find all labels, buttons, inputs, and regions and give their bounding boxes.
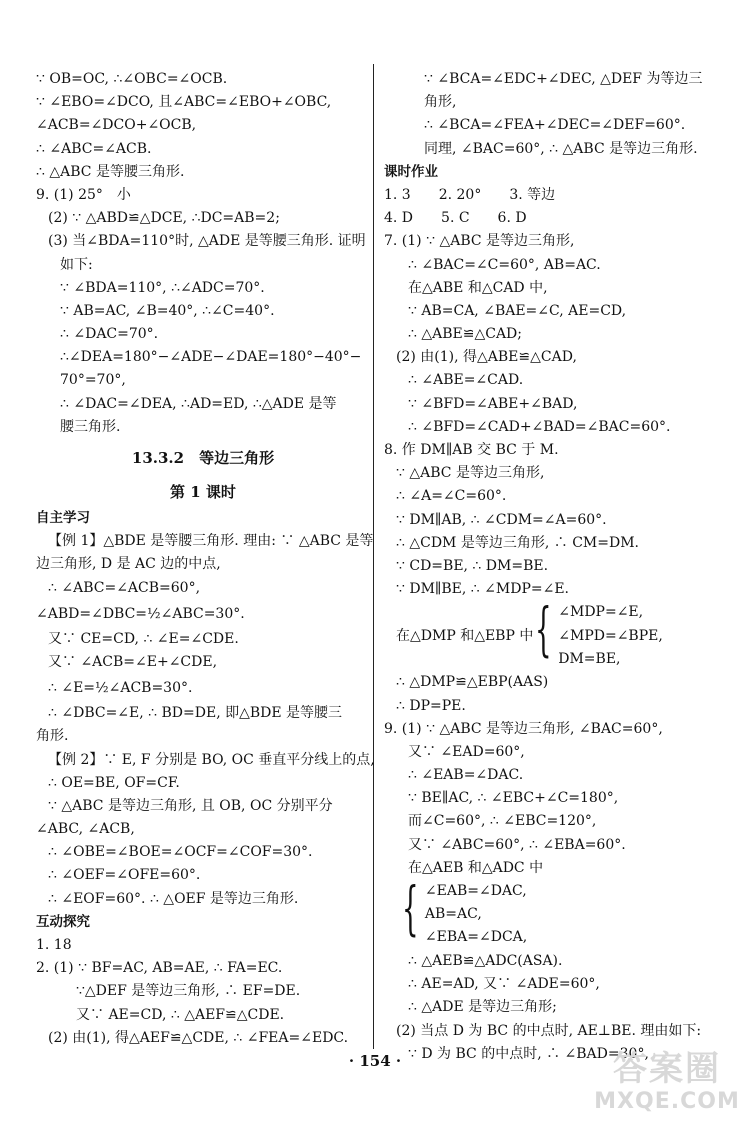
text-line: 角形. — [36, 728, 69, 745]
text-line: (2) ∵ △ABD≌△DCE, ∴DC=AB=2; — [48, 210, 280, 227]
text-line: 70°=70°, — [60, 372, 126, 389]
text-line: ∠ABD=∠DBC=½∠ABC=30°. — [36, 605, 245, 622]
text-line: ∵ AB=AC, ∠B=40°, ∴∠C=40°. — [60, 302, 275, 319]
text-line: ∴∠DEA=180°−∠ADE−∠DAE=180°−40°− — [60, 349, 362, 366]
text-line: ∴ ∠ABC=∠ACB. — [36, 140, 152, 157]
condition-line: ∠MPD=∠BPE, — [558, 627, 663, 644]
text-line: 又∵ ∠ACB=∠E+∠CDE, — [48, 653, 218, 670]
text-line: ∴ AE=AD, 又∵ ∠ADE=60°, — [408, 976, 600, 993]
text-line: (2) 由(1), 得△AEF≌△CDE, ∴ ∠FEA=∠EDC. — [48, 1029, 349, 1046]
text-line: 9. (1) ∵ △ABC 是等边三角形, ∠BAC=60°, — [384, 720, 663, 737]
congruence-conditions-aeb-adc — [384, 874, 734, 950]
text-line: (2) 由(1), 得△ABE≌△CAD, — [396, 349, 577, 366]
left-brace: { — [535, 595, 552, 664]
text-line: ∴ ∠BAC=∠C=60°, AB=AC. — [408, 256, 601, 273]
text-line: ∴ ∠DBC=∠E, ∴ BD=DE, 即△BDE 是等腰三 — [48, 705, 343, 722]
text-line: ∴ ∠ABE=∠CAD. — [408, 372, 524, 389]
text-line: 又∵ CE=CD, ∴ ∠E=∠CDE. — [48, 630, 239, 647]
condition-line: ∠EBA=∠DCA, — [424, 929, 528, 946]
condition-line: ∠EAB=∠DAC, — [424, 883, 527, 899]
brace-items — [558, 601, 663, 671]
text-line: ∴ △AEB≌△ADC(ASA). — [408, 953, 563, 969]
text-line: ∵ △ABC 是等边三角形, 且 OB, OC 分别平分 — [48, 797, 333, 814]
condition-line: AB=AC, — [424, 906, 482, 923]
text-line: ∠ACB=∠DCO+∠OCB, — [36, 117, 197, 134]
text-line: 7. (1) ∵ △ABC 是等边三角形, — [384, 233, 575, 250]
text-line: 角形, — [424, 94, 457, 111]
text-line: ∵ ∠BCA=∠EDC+∠DEC, △DEF 为等边三 — [424, 71, 703, 87]
page-number: · 154 · — [348, 1052, 402, 1070]
section-title: 13.3.2 等边三角形 — [131, 449, 275, 467]
text-line: 2. (1) ∵ BF=AC, AB=AE, ∴ FA=EC. — [36, 960, 283, 977]
text-line: ∴ ∠BFD=∠CAD+∠BAD=∠BAC=60°. — [408, 418, 671, 435]
text-line: ∵ DM∥BE, ∴ ∠MDP=∠E. — [396, 581, 569, 598]
brace-items — [425, 880, 527, 950]
watermark-logo — [592, 1049, 742, 1119]
left-brace: { — [402, 874, 419, 942]
text-line: ∴ △ABE≌△CAD; — [408, 326, 523, 343]
text-line: ∵ ∠BDA=110°, ∴∠ADC=70°. — [60, 279, 265, 296]
text-line: ∴ ∠OBE=∠BOE=∠OCF=∠COF=30°. — [48, 844, 313, 861]
text-line: ∴ △ADE 是等边三角形; — [408, 999, 557, 1016]
text-line: 腰三角形. — [60, 418, 121, 435]
section-label: 自主学习 — [36, 510, 90, 526]
text-line: (2) 当点 D 为 BC 的中点时, AE⊥BE. 理由如下: — [396, 1022, 702, 1039]
text-line: ∴ ∠ABC=∠ACB=60°, — [48, 579, 201, 596]
text-line: ∠ABC, ∠ACB, — [36, 821, 135, 838]
text-line: ∵ DM∥AB, ∴ ∠CDM=∠A=60°. — [396, 511, 607, 528]
text-line: (3) 当∠BDA=110°时, △ADE 是等腰三角形. 证明 — [48, 233, 366, 250]
text-line: 1. 18 — [36, 937, 72, 953]
text-line: ∵ AB=CA, ∠BAE=∠C, AE=CD, — [408, 302, 627, 319]
text-line: ∵△DEF 是等边三角形, ∴ EF=DE. — [76, 983, 301, 1000]
text-line: 8. 作 DM∥AB 交 BC 于 M. — [384, 442, 559, 458]
text-line: ∴ ∠A=∠C=60°. — [396, 488, 507, 505]
text-line: 9. (1) 25° 小 — [36, 186, 131, 203]
text-line: ∴ △CDM 是等边三角形, ∴ CM=DM. — [396, 534, 639, 551]
section-label: 互动探究 — [36, 913, 90, 930]
text-line: ∵ ∠BFD=∠ABE+∠BAD, — [408, 395, 578, 412]
text-line: 边三角形, D 是 AC 边的中点, — [36, 556, 221, 573]
condition-line: DM=BE, — [558, 650, 621, 667]
watermark-text: 答案圈 — [613, 1049, 721, 1089]
text-line: ∵ ∠EBO=∠DCO, 且∠ABC=∠EBO+∠OBC, — [36, 94, 332, 111]
text-line: ∵ CD=BE, ∴ DM=BE. — [396, 557, 549, 574]
text-line: ∵ △ABC 是等边三角形, — [396, 465, 545, 482]
text-line: ∴ ∠EOF=60°. ∴ △OEF 是等边三角形. — [48, 890, 299, 907]
text-line: ∴ ∠OEF=∠OFE=60°. — [48, 867, 201, 884]
section-label: 课时作业 — [384, 163, 438, 180]
text-line: 而∠C=60°, ∴ ∠EBC=120°, — [408, 813, 597, 830]
left-column — [36, 68, 375, 1050]
condition-line: ∠MDP=∠E, — [558, 604, 644, 621]
text-line: ∴ △ABC 是等腰三角形. — [36, 163, 185, 180]
lesson-title: 第 1 课时 — [170, 483, 236, 501]
text-line: 1. 3 2. 20° 3. 等边 — [384, 186, 556, 203]
text-line: ∴ ∠DAC=∠DEA, ∴AD=ED, ∴△ADE 是等 — [60, 395, 337, 412]
text-line: ∵ D 为 BC 的中点时, ∴ ∠BAD=30°, — [408, 1045, 649, 1062]
text-line: 同理, ∠BAC=60°, ∴ △ABC 是等边三角形. — [424, 140, 698, 157]
text-line: ∴ ∠EAB=∠DAC. — [408, 767, 524, 784]
text-line: ∴ △DMP≌△EBP(AAS) — [396, 674, 549, 691]
text-line: ∴ ∠BCA=∠FEA+∠DEC=∠DEF=60°. — [424, 117, 686, 134]
text-line: 又∵ AE=CD, ∴ △AEF≌△CDE. — [76, 1006, 285, 1023]
column-divider — [373, 64, 374, 1049]
text-line: 又∵ ∠EAD=60°, — [408, 743, 525, 760]
text-line: 又∵ ∠ABC=60°, ∴ ∠EBA=60°. — [408, 836, 626, 853]
text-line: ∴ OE=BE, OF=CF. — [48, 774, 180, 791]
text-line: ∴ ∠DAC=70°. — [60, 326, 159, 343]
text-line: ∵ BE∥AC, ∴ ∠EBC+∠C=180°, — [408, 790, 619, 807]
text-line: 【例 1】△BDE 是等腰三角形. 理由: ∵ △ABC 是等 — [48, 533, 374, 550]
text-line: ∵ OB=OC, ∴∠OBC=∠OCB. — [36, 71, 228, 87]
text-line: 在△AEB 和△ADC 中 — [408, 859, 544, 876]
text-line: 在△ABE 和△CAD 中, — [408, 279, 548, 296]
text-line: ∴ ∠E=½∠ACB=30°. — [48, 680, 193, 697]
right-column — [384, 68, 734, 1066]
text-line: ∴ DP=PE. — [396, 697, 466, 714]
watermark-url: MXQE.COM — [594, 1089, 740, 1114]
text-line: 4. D 5. C 6. D — [384, 210, 527, 227]
congruence-conditions-dmp-ebp — [384, 595, 734, 671]
text-line: 如下: — [60, 256, 93, 273]
text-line: 【例 2】∵ E, F 分别是 BO, OC 垂直平分线上的点, — [48, 751, 375, 768]
text-line: 在△DMP 和△EBP 中 — [396, 628, 534, 645]
